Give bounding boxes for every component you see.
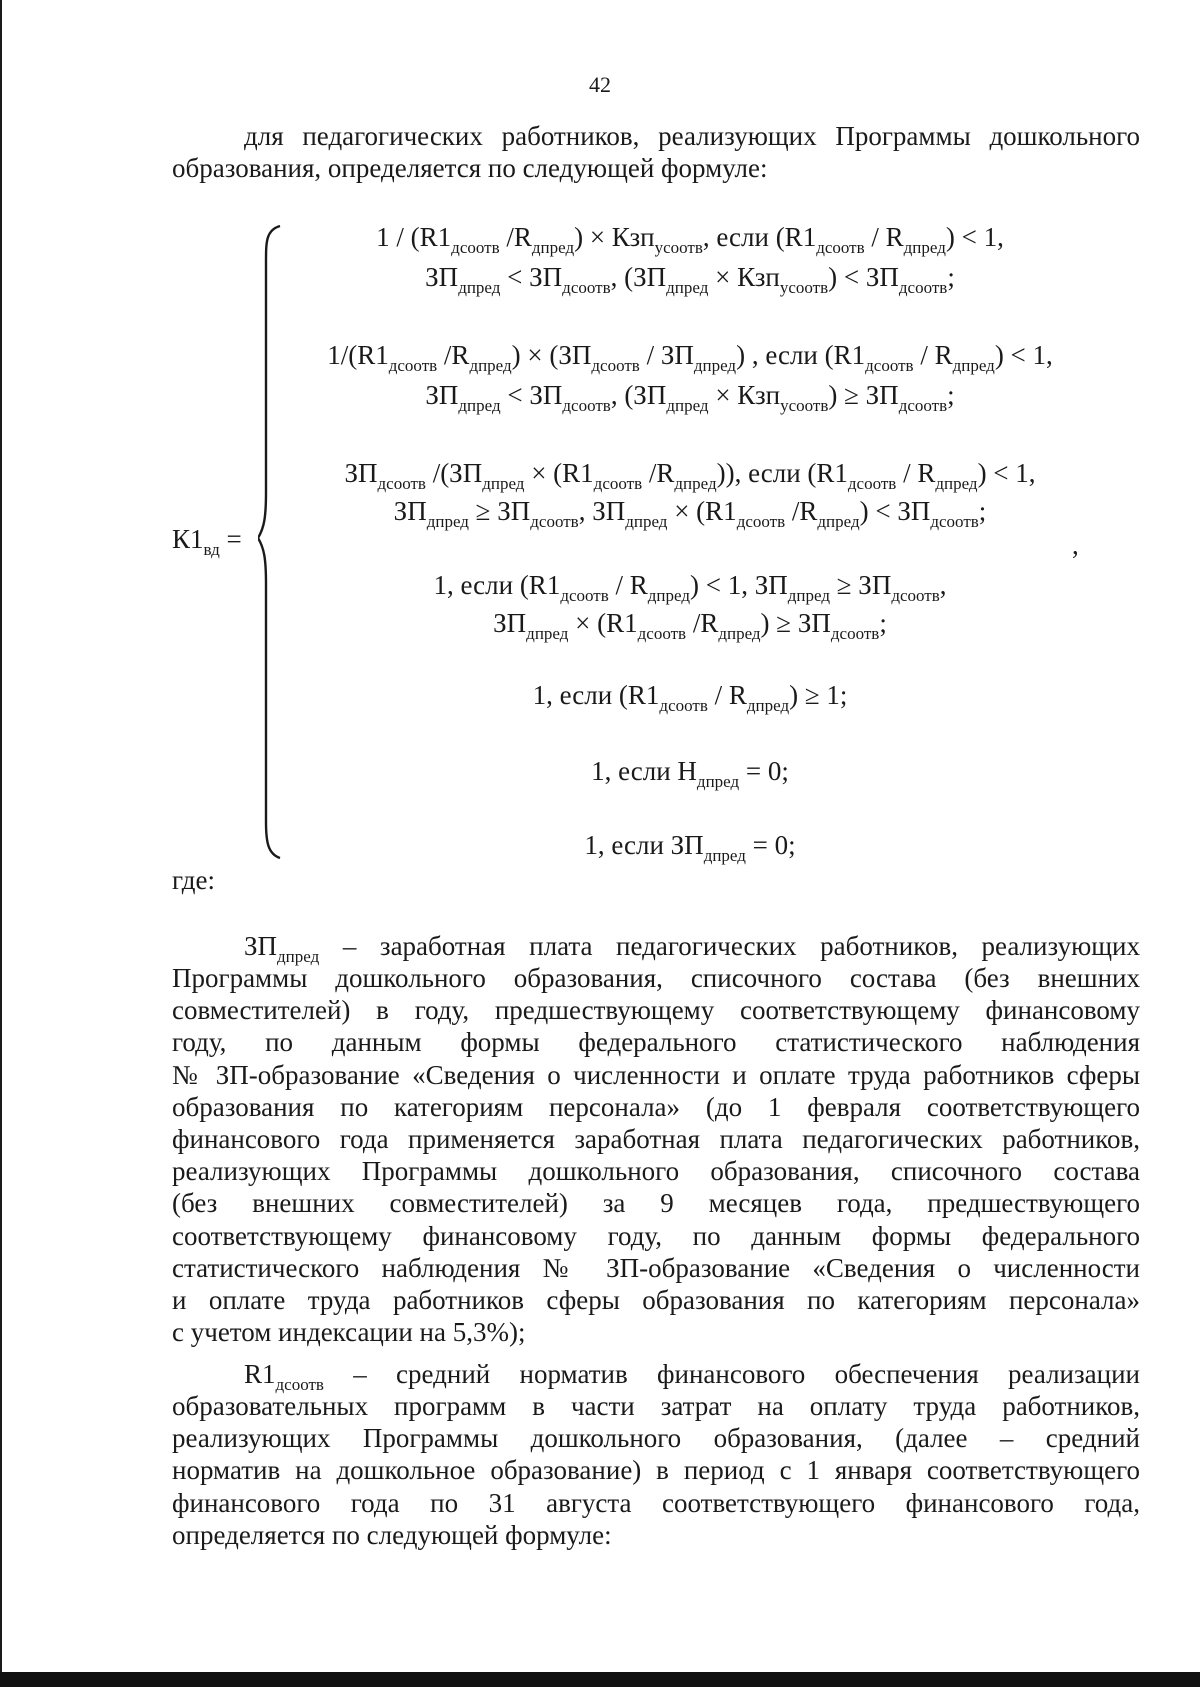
formula-subscript: дсоотв [377, 474, 426, 493]
formula-subscript: дпред [531, 238, 575, 257]
formula-text: /R [642, 458, 675, 488]
formula-subscript: дсоотв [898, 278, 948, 297]
formula-text: × (R1 [667, 496, 737, 526]
formula-equals: = [226, 524, 242, 554]
formula-text: = 0; [739, 756, 789, 786]
formula-text: , (ЗП [610, 262, 667, 292]
formula-text: < ЗП [500, 380, 563, 410]
formula-text: /R [686, 608, 719, 638]
formula-text: ; [947, 380, 955, 410]
formula-text: × Кзп [708, 262, 780, 292]
formula-text: , (ЗП [610, 380, 667, 410]
def1-line: реализующих Программы дошкольного образования, списочного состава [172, 1156, 1140, 1187]
formula-line [280, 496, 1100, 531]
formula-text: , [939, 570, 947, 600]
formula-subscript: дпред [952, 356, 995, 375]
formula-text: )), если (R1 [716, 458, 848, 488]
formula-subscript: дсоотв [891, 586, 940, 605]
formula-subscript: дсоотв [560, 586, 609, 605]
def2-line: образовательных программ в части затрат на оплату труда работников, [172, 1391, 1140, 1421]
def2-line: норматив на дошкольное образование) в период с 1 января соответствующего [172, 1455, 1140, 1486]
formula-subscript: усоотв [780, 396, 829, 415]
formula-subscript: дпред [696, 772, 740, 791]
formula-subscript: дпред [458, 396, 501, 415]
formula-text: ЗП [425, 262, 459, 292]
def1-first-line [244, 930, 1140, 966]
def1-term-subscript: дпред [277, 947, 320, 966]
formula-text: 1, если ЗП [584, 830, 704, 860]
formula-subscript: дсоотв [530, 512, 579, 531]
formula-text: / R [707, 680, 747, 710]
def1-line: (без внешних совместителей) за 9 месяцев года, предшествующего [172, 1188, 1140, 1219]
formula-subscript: дсоотв [451, 238, 500, 257]
formula-subscript: дпред [426, 512, 469, 531]
formula-text: /(ЗП [425, 458, 483, 488]
formula-subscript: дсоотв [659, 696, 708, 715]
formula-text: ) × Кзп [574, 222, 655, 252]
def1-line: совместителей) в году, предшествующему соответствующему финансовому [172, 995, 1140, 1026]
formula-line [280, 756, 1100, 791]
formula-text: 1, если Н [591, 756, 697, 786]
formula-lhs-subscript: вд [203, 540, 220, 559]
formula-text: ЗП [393, 496, 427, 526]
formula-text: /R [785, 496, 818, 526]
formula-subscript: дпред [817, 512, 860, 531]
formula-text: ; [879, 608, 887, 638]
def2-line: определяется по следующей формуле: [172, 1519, 612, 1550]
def1-line: статистического наблюдения № ЗП-образование «Сведения о численности [172, 1252, 1140, 1283]
formula-line [280, 380, 1100, 415]
formula-text: /R [499, 222, 532, 252]
formula-line [280, 222, 1100, 257]
def1-line: финансового года применяется заработная плата педагогических работников, [172, 1124, 1140, 1154]
formula-text: ) < ЗП [859, 496, 931, 526]
formula-text: ; [978, 496, 987, 526]
formula-subscript: дпред [526, 624, 569, 643]
formula-text: ЗП [493, 608, 527, 638]
formula-text: 1 / (R1 [376, 222, 452, 252]
formula-text: × Кзп [708, 380, 781, 410]
def2-line: финансового года по 31 августа соответствующего финансового года, [172, 1487, 1140, 1518]
formula-text: × (R1 [524, 458, 594, 488]
formula-text: / ЗП [639, 340, 694, 370]
formula-subscript: усоотв [654, 238, 703, 257]
def1-line: образования по категориям персонала» (до 1 февраля соответствующего [172, 1091, 1140, 1122]
formula-line [280, 830, 1100, 865]
def1-line: и оплате труда работников сферы образования по категориям персонала» [172, 1285, 1140, 1315]
formula-line [280, 570, 1100, 605]
def1-line: № ЗП-образование «Сведения о численности и оплате труда работников сферы [172, 1059, 1140, 1090]
def2-first-line-text: – средний норматив финансового обеспечения реализации [323, 1359, 1140, 1389]
def2-term: R1 [244, 1359, 276, 1389]
formula-subscript: дпред [703, 846, 746, 865]
formula-subscript: дсоотв [865, 356, 914, 375]
formula-subscript: дсоотв [816, 238, 865, 257]
formula-subscript: дпред [903, 238, 946, 257]
def1-first-line-text: – заработная плата педагогических работников, реализующих [319, 931, 1140, 961]
formula-subscript: дсоотв [847, 474, 897, 493]
formula-subscript: дпред [647, 586, 690, 605]
formula-subscript: дсоотв [930, 512, 979, 531]
formula-text: ) < 1, [945, 222, 1004, 252]
formula-text: ) ≥ ЗП [760, 608, 831, 638]
formula-subscript: дсоотв [898, 396, 948, 415]
formula-subscript: дпред [469, 356, 512, 375]
formula-text: ) , если (R1 [736, 340, 866, 370]
formula-subscript: дпред [674, 474, 717, 493]
formula-text: 1, если (R1 [532, 680, 660, 710]
formula-text: × (R1 [568, 608, 638, 638]
formula-subscript: дсоотв [830, 624, 880, 643]
formula-text: ) ≥ 1; [789, 680, 848, 710]
formula-line [280, 680, 1100, 715]
formula-text: / R [896, 458, 936, 488]
def1-line: Программы дошкольного образования, списочного состава (без внешних [172, 963, 1140, 993]
formula-subscript: дсоотв [637, 624, 687, 643]
formula-text: ЗП [344, 458, 378, 488]
formula-text: ) < ЗП [828, 262, 899, 292]
formula-text: ; [947, 262, 955, 292]
formula-line [280, 340, 1100, 375]
formula-text: < ЗП [500, 262, 563, 292]
formula-subscript: дпред [625, 512, 668, 531]
formula-lhs [172, 524, 242, 559]
def1-term: ЗП [244, 931, 278, 961]
formula-subscript: дсоотв [593, 474, 643, 493]
formula-text: ) < 1, ЗП [690, 570, 788, 600]
formula-text: / R [913, 340, 953, 370]
formula-text: ) < 1, [994, 340, 1053, 370]
formula-text: , ЗП [578, 496, 626, 526]
formula-text: ) < 1, [977, 458, 1036, 488]
formula-subscript: усоотв [779, 278, 829, 297]
formula-text: = 0; [745, 830, 796, 860]
formula-text: 1, если (R1 [433, 570, 561, 600]
formula-subscript: дпред [787, 586, 830, 605]
formula-text: 1/(R1 [327, 340, 389, 370]
where-label: где: [172, 865, 215, 895]
formula-line [280, 608, 1100, 643]
formula-text: ≥ ЗП [468, 496, 531, 526]
intro-line: образования, определяется по следующей формуле: [172, 153, 768, 183]
formula-subscript: дпред [458, 278, 501, 297]
scan-left-edge [0, 0, 2, 1687]
formula-subscript: дпред [666, 396, 709, 415]
formula-subscript: дсоотв [736, 512, 786, 531]
formula-subscript: дпред [666, 278, 709, 297]
def1-line: с учетом индексации на 5,3%); [172, 1317, 526, 1348]
formula-text: /R [437, 340, 470, 370]
scan-bottom-edge [0, 1672, 1200, 1687]
formula-text: / R [864, 222, 904, 252]
formula-lhs-symbol: К1 [172, 524, 204, 554]
formula-subscript: дпред [935, 474, 978, 493]
def2-line: реализующих Программы дошкольного образования, (далее – средний [172, 1423, 1140, 1454]
formula-text: , если (R1 [702, 222, 817, 252]
formula-subscript: дсоотв [388, 356, 438, 375]
formula-text: / R [608, 570, 648, 600]
formula-text: ) ≥ ЗП [828, 380, 899, 410]
formula-subscript: дпред [746, 696, 790, 715]
formula-subscript: дсоотв [562, 278, 611, 297]
formula-text: ЗП [425, 380, 459, 410]
formula-subscript: дпред [482, 474, 525, 493]
def2-term-subscript: дсоотв [275, 1375, 324, 1394]
formula-line [280, 262, 1100, 297]
def1-line: году, по данным формы федерального статистического наблюдения [172, 1027, 1140, 1058]
formula-subscript: дпред [718, 624, 761, 643]
page-number: 42 [589, 72, 611, 97]
formula-text: ) × (ЗП [511, 340, 592, 370]
formula-trailing-comma: , [1072, 530, 1079, 560]
def1-line: соответствующему финансовому году, по данным формы федерального [172, 1220, 1140, 1251]
formula-subscript: дсоотв [562, 396, 611, 415]
formula-subscript: дсоотв [591, 356, 640, 375]
def2-first-line [244, 1358, 1140, 1394]
formula-line [280, 458, 1100, 493]
intro-line: для педагогических работников, реализующих Программы дошкольного [244, 121, 1140, 151]
formula-subscript: дпред [693, 356, 737, 375]
formula-text: ≥ ЗП [829, 570, 892, 600]
